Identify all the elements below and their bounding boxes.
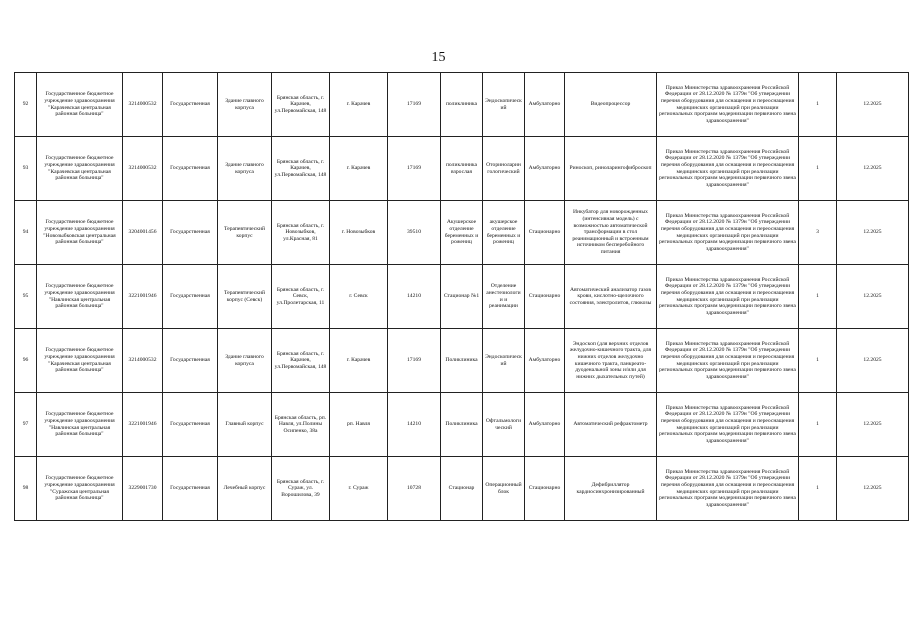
- cell-address: Брянская область, г. Карачев, ул.Первомайская, 148: [272, 329, 330, 393]
- cell-inn: 3214000532: [123, 73, 163, 137]
- cell-building: Здание главного корпуса: [218, 329, 272, 393]
- cell-care-type: Амбулаторно: [525, 73, 565, 137]
- cell-equipment: Инкубатор для новорожденных (интенсивная модель) с возможностью автоматической трансформации в стол реанимационный и встроенным источником бесперебойного питания: [565, 201, 657, 265]
- cell-address: Брянская область, г. Сураж, ул. Ворошилова, 39: [272, 457, 330, 521]
- equipment-table: [14, 72, 909, 521]
- cell-qty: 1: [799, 457, 837, 521]
- cell-qty: 1: [799, 137, 837, 201]
- cell-equipment: Эндоскоп (для верхних отделов желудочно-кишечного тракта, для нижних отделов желудочно кишечного тракта, панкреато-дуоденальной зоны и/или для нижних дыхательных путей): [565, 329, 657, 393]
- cell-date: 12.2025: [837, 137, 909, 201]
- cell-building: Здание главного корпуса: [218, 137, 272, 201]
- cell-num: 98: [15, 457, 37, 521]
- cell-subdivision: поликлиника: [441, 73, 483, 137]
- cell-care-type: Амбулаторно: [525, 137, 565, 201]
- cell-basis: Приказ Министерства здравоохранения Российской Федерации от 28.12.2020 № 1379н "Об утверждении перечня оборудования для оснащения и переоснащения медицинских организаций при реализации региональных программ модернизации первичного звена здравоохранения": [657, 137, 799, 201]
- cell-address: Брянская область, г. Севск, ул.Пролетарская, 11: [272, 265, 330, 329]
- cell-code: 17169: [388, 329, 441, 393]
- cell-inn: 3214000532: [123, 137, 163, 201]
- cell-date: 12.2025: [837, 201, 909, 265]
- cell-date: 12.2025: [837, 73, 909, 137]
- cell-ownership: Государственная: [163, 457, 218, 521]
- cell-city: г. Сураж: [330, 457, 388, 521]
- cell-qty: 1: [799, 393, 837, 457]
- cell-building: Здание главного корпуса: [218, 73, 272, 137]
- table-row: [15, 393, 909, 457]
- cell-address: Брянская область, г. Новозыбков, ул.Красная, 81: [272, 201, 330, 265]
- table-row: [15, 137, 909, 201]
- cell-department: Операционный блок: [483, 457, 525, 521]
- cell-city: г. Севск: [330, 265, 388, 329]
- cell-org: Государственное бюджетное учреждение здравоохранения "Карачевская центральная районная больница": [37, 329, 123, 393]
- cell-org: Государственное бюджетное учреждение здравоохранения "Суражская центральная районная больница": [37, 457, 123, 521]
- cell-ownership: Государственная: [163, 329, 218, 393]
- cell-building: Лечебный корпус: [218, 457, 272, 521]
- cell-basis: Приказ Министерства здравоохранения Российской Федерации от 28.12.2020 № 1379н "Об утверждении перечня оборудования для оснащения и переоснащения медицинских организаций при реализации региональных программ модернизации первичного звена здравоохранения": [657, 73, 799, 137]
- cell-org: Государственное бюджетное учреждение здравоохранения "Навлинская центральная районная больница": [37, 393, 123, 457]
- cell-equipment: Дефибриллятор кардиосинхронизированный: [565, 457, 657, 521]
- cell-qty: 1: [799, 265, 837, 329]
- cell-address: Брянская область, г. Карачев, ул.Первомайская, 148: [272, 137, 330, 201]
- cell-num: 92: [15, 73, 37, 137]
- cell-care-type: Стационарно: [525, 201, 565, 265]
- cell-ownership: Государственная: [163, 393, 218, 457]
- cell-org: Государственное бюджетное учреждение здравоохранения "Новозыбковская центральная районная больница": [37, 201, 123, 265]
- cell-num: 94: [15, 201, 37, 265]
- cell-department: Офтальмологический: [483, 393, 525, 457]
- cell-ownership: Государственная: [163, 201, 218, 265]
- cell-num: 95: [15, 265, 37, 329]
- cell-building: Терапевтический корпус (Севск): [218, 265, 272, 329]
- cell-code: 39510: [388, 201, 441, 265]
- cell-care-type: Стационарно: [525, 457, 565, 521]
- cell-address: Брянская область, рп. Навля, ул.Полины Осипенко, 38а: [272, 393, 330, 457]
- cell-subdivision: Акушерское отделение беременных и рожениц: [441, 201, 483, 265]
- table-row: [15, 329, 909, 393]
- table-row: [15, 457, 909, 521]
- cell-city: рп. Навля: [330, 393, 388, 457]
- cell-subdivision: Стационар: [441, 457, 483, 521]
- cell-subdivision: Стационар №1: [441, 265, 483, 329]
- cell-code: 14210: [388, 393, 441, 457]
- cell-code: 10728: [388, 457, 441, 521]
- cell-date: 12.2025: [837, 393, 909, 457]
- cell-equipment: Автоматический рефрактометр: [565, 393, 657, 457]
- cell-num: 96: [15, 329, 37, 393]
- cell-equipment: Риноскоп, риноларингофиброскоп: [565, 137, 657, 201]
- cell-equipment: Автоматический анализатор газов крови, кислотно-щелочного состояния, электролитов, глюкозы: [565, 265, 657, 329]
- cell-qty: 1: [799, 73, 837, 137]
- cell-num: 97: [15, 393, 37, 457]
- cell-basis: Приказ Министерства здравоохранения Российской Федерации от 28.12.2020 № 1379н "Об утверждении перечня оборудования для оснащения и переоснащения медицинских организаций при реализации региональных программ модернизации первичного звена здравоохранения": [657, 329, 799, 393]
- cell-ownership: Государственная: [163, 137, 218, 201]
- cell-ownership: Государственная: [163, 73, 218, 137]
- cell-inn: 3229001730: [123, 457, 163, 521]
- cell-basis: Приказ Министерства здравоохранения Российской Федерации от 28.12.2020 № 1379н "Об утверждении перечня оборудования для оснащения и переоснащения медицинских организаций при реализации региональных программ модернизации первичного звена здравоохранения": [657, 457, 799, 521]
- cell-department: Отделение анестезиологии и реанимации: [483, 265, 525, 329]
- cell-inn: 3214000532: [123, 329, 163, 393]
- cell-equipment: Видеопроцессор: [565, 73, 657, 137]
- cell-department: Оториноларингологический: [483, 137, 525, 201]
- cell-care-type: Амбулаторно: [525, 393, 565, 457]
- cell-city: г. Карачев: [330, 73, 388, 137]
- cell-code: 14210: [388, 265, 441, 329]
- cell-org: Государственное бюджетное учреждение здравоохранения "Карачевская центральная районная больница": [37, 73, 123, 137]
- cell-basis: Приказ Министерства здравоохранения Российской Федерации от 28.12.2020 № 1379н "Об утверждении перечня оборудования для оснащения и переоснащения медицинских организаций при реализации региональных программ модернизации первичного звена здравоохранения": [657, 393, 799, 457]
- cell-org: Государственное бюджетное учреждение здравоохранения "Навлинская центральная районная больница": [37, 265, 123, 329]
- cell-building: Главный корпус: [218, 393, 272, 457]
- cell-num: 93: [15, 137, 37, 201]
- cell-basis: Приказ Министерства здравоохранения Российской Федерации от 28.12.2020 № 1379н "Об утверждении перечня оборудования для оснащения и переоснащения медицинских организаций при реализации региональных программ модернизации первичного звена здравоохранения": [657, 265, 799, 329]
- cell-org: Государственное бюджетное учреждение здравоохранения "Карачевская центральная районная больница": [37, 137, 123, 201]
- cell-code: 17169: [388, 73, 441, 137]
- cell-care-type: Стационарно: [525, 265, 565, 329]
- table-row: [15, 265, 909, 329]
- cell-inn: 3204001456: [123, 201, 163, 265]
- cell-date: 12.2025: [837, 329, 909, 393]
- cell-subdivision: Поликлиника: [441, 329, 483, 393]
- cell-city: г. Новозыбков: [330, 201, 388, 265]
- cell-date: 12.2025: [837, 457, 909, 521]
- cell-inn: 3221001946: [123, 393, 163, 457]
- cell-date: 12.2025: [837, 265, 909, 329]
- cell-building: Терапевтический корпус: [218, 201, 272, 265]
- cell-ownership: Государственная: [163, 265, 218, 329]
- cell-basis: Приказ Министерства здравоохранения Российской Федерации от 28.12.2020 № 1379н "Об утверждении перечня оборудования для оснащения и переоснащения медицинских организаций при реализации региональных программ модернизации первичного звена здравоохранения": [657, 201, 799, 265]
- cell-address: Брянская область, г. Карачев, ул.Первомайская, 148: [272, 73, 330, 137]
- cell-care-type: Амбулаторно: [525, 329, 565, 393]
- cell-city: г. Карачев: [330, 137, 388, 201]
- cell-subdivision: Поликлиника: [441, 393, 483, 457]
- cell-department: Эндоскопический: [483, 329, 525, 393]
- cell-qty: 1: [799, 329, 837, 393]
- cell-department: Эндоскопический: [483, 73, 525, 137]
- cell-qty: 3: [799, 201, 837, 265]
- table-row: [15, 73, 909, 137]
- cell-department: акушерское отделение беременных и рожениц: [483, 201, 525, 265]
- cell-code: 17169: [388, 137, 441, 201]
- page-number: 15: [431, 50, 446, 65]
- cell-inn: 3221001946: [123, 265, 163, 329]
- cell-subdivision: поликлиника взрослая: [441, 137, 483, 201]
- table-row: [15, 201, 909, 265]
- cell-city: г. Карачев: [330, 329, 388, 393]
